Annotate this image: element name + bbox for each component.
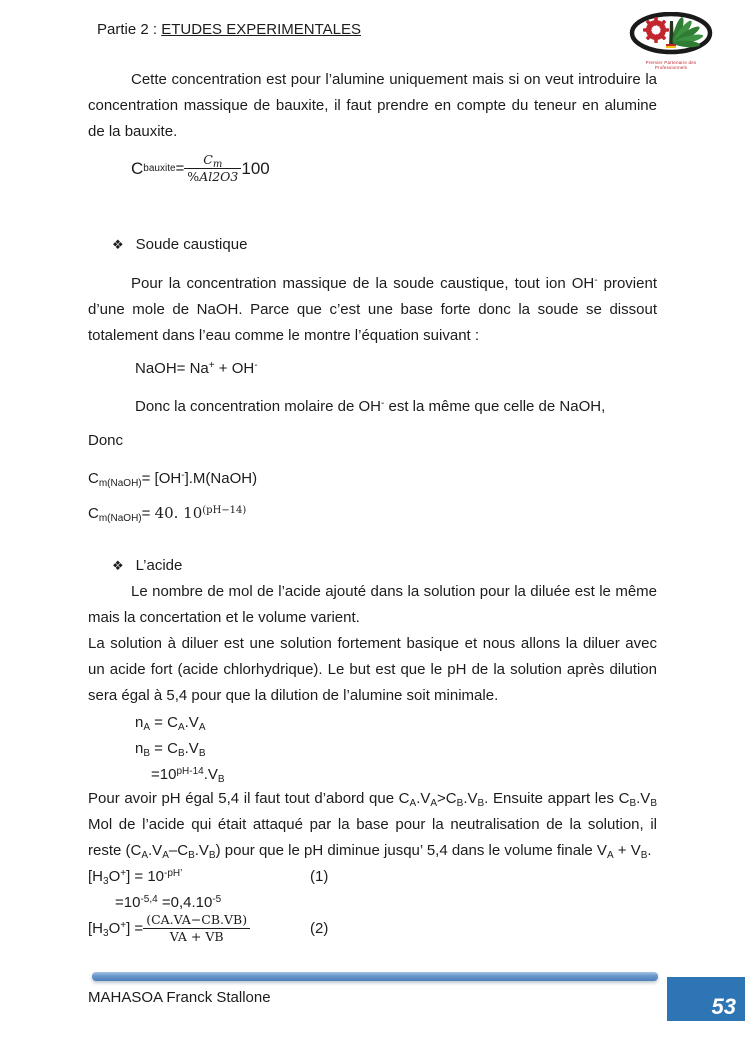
equation-h3o-2: $=10^{-5,4} =0,4.10^{-5}$ (115, 894, 222, 911)
sentence-concentration-molaire: Donc la concentration molaire de OH- est la même que celle de NaOH, (135, 398, 606, 415)
footer-divider-bar (92, 972, 658, 981)
equation-nb: $n_B = C_B.V_B$ (135, 740, 206, 759)
formula-factor: 100 (241, 158, 270, 178)
fraction-numerator: (CA.VA−CB.VB) (143, 912, 250, 929)
diamond-bullet-icon: ❖ (112, 558, 124, 573)
fraction-denominator: %Al2O3 (187, 169, 239, 185)
logo-caption: Premier Partenaire des Professionnels (645, 60, 697, 70)
page-header (97, 21, 361, 38)
fraction-numerator: $C_m$ (184, 152, 241, 169)
institution-logo (629, 12, 713, 70)
bullet-soude-caustique (112, 236, 247, 253)
formula-base: C (131, 158, 144, 178)
bullet-label: Soude caustique (135, 236, 248, 253)
equation-label-2: (2) (310, 920, 329, 937)
bullet-acide (112, 557, 182, 574)
equals-sign: = (175, 160, 185, 178)
fraction-denominator: VA + VB (169, 929, 224, 945)
bullet-label: L’acide (135, 557, 183, 574)
equation-h3o-1-body: $[H_3O^+] = 10^{-pH’}$ (88, 868, 183, 887)
word-donc: Donc (88, 432, 124, 449)
page-number-box (667, 977, 745, 1021)
paragraph-soude-caustique: Pour la concentration massique de la soude caustique, tout ion OH- provient d’une mole de NaOH. Parce que c’est une base forte donc la soude se dissout totalement dans l’eau comme le montre l’équation suivant : (88, 275, 657, 344)
paragraph-solution-a-diluer: La solution à diluer est une solution fortement basique et nous allons la diluer avec un acide fort (acide chlorhydrique). Le but est que le pH de la solution après dilution sera égal à 5,4 pour que la dilution de l’alumine soit minimale. (88, 635, 657, 704)
fraction (184, 152, 241, 186)
equation-h3o-3-lhs: $[H_3O^+]$ = (88, 920, 144, 940)
paragraph-nombre-de-mol: Le nombre de mol de l’acide ajouté dans la solution pour la diluée est le même mais la concertation et le volume varient. (88, 583, 657, 626)
gear-palm-emblem-icon (629, 12, 713, 56)
equation-h3o-3 (88, 912, 657, 946)
diamond-bullet-icon: ❖ (112, 237, 124, 252)
footer-author: MAHASOA Franck Stallone (88, 989, 271, 1006)
page-number: 53 (711, 994, 736, 1019)
equation-h3o-1 (88, 866, 657, 888)
equation-label-1: (1) (310, 868, 329, 885)
equation-cm-naoh-2: $C_{m(NaOH)}= 40$. $10^{(pH-14)}$ (88, 504, 247, 524)
page-title: ETUDES EXPERIMENTALES (161, 21, 361, 38)
equation-naoh-dissociation: NaOH= Na+ + OH- (135, 360, 258, 377)
equation-nb-expanded: $=10^{pH-14}.V_B$ (151, 766, 225, 785)
fraction (143, 912, 250, 946)
header-prefix: Partie 2 : (97, 21, 162, 38)
paragraph-pour-avoir-ph: Pour avoir pH égal 5,4 il faut tout d’abord que $C_A.V_A>C_B.V_B$. Ensuite appart les $C_B.V_B$ Mol de l’acide qui était attaqué par la base pour la neutralisation de la solution, il reste $(C_A.V_A-C_B.V_B)$ pour que le pH diminue jusqu’ 5,4 dans le volume finale $V_A + V_B$. (88, 790, 657, 861)
equation-na: $n_A = C_A.V_A$ (135, 714, 206, 733)
page-number-reflection (667, 1021, 745, 1053)
paragraph-concentration-bauxite: Cette concentration est pour l’alumine uniquement mais si on veut introduire la concentration massique de bauxite, il faut prendre en compte du teneur en alumine de la bauxite. (88, 71, 657, 140)
equation-cm-naoh-1: $C_{m(NaOH)}=$ [OH-].M(NaOH) (88, 470, 258, 489)
formula-c-bauxite: C bauxite = $\frac{C_m}{\%Al2O3}$ 100 (131, 152, 270, 185)
